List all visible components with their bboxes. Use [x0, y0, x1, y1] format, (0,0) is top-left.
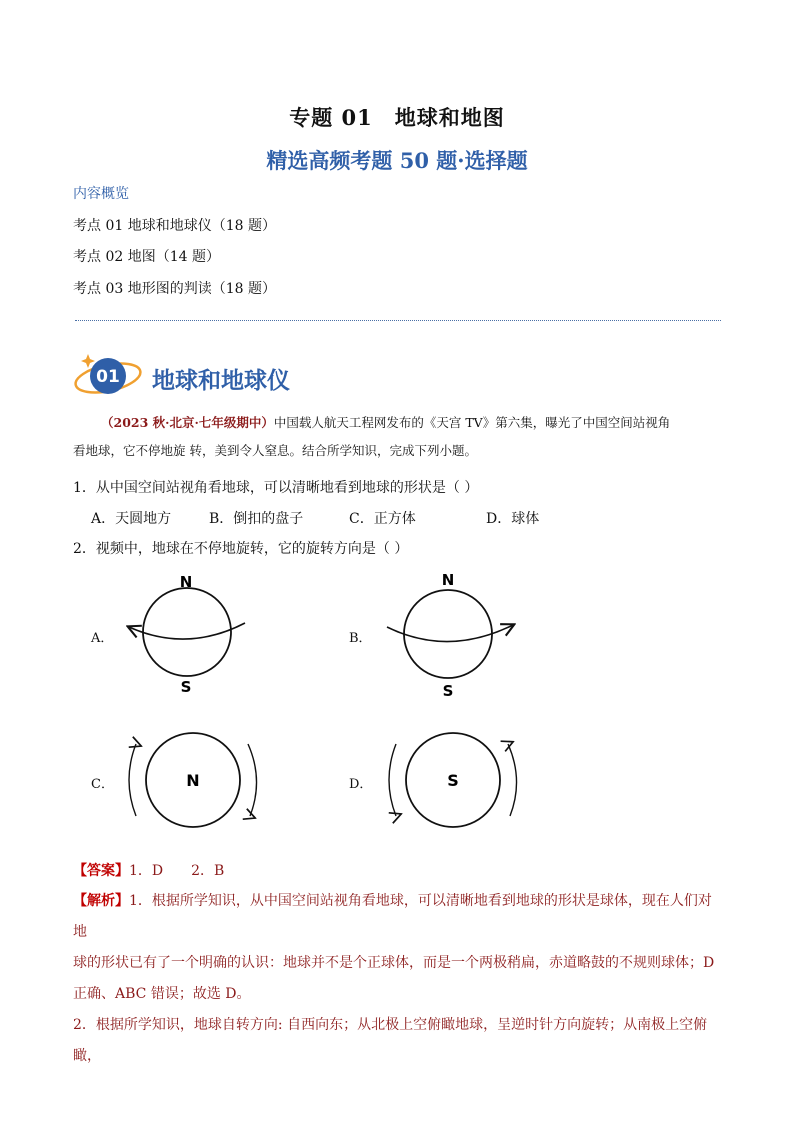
answer-line [73, 860, 224, 880]
overview-topic-2: 考点 02 地图（14 题） [73, 249, 220, 265]
explanation-line-4: 2．根据所学知识，地球自转方向: 自西向东；从北极上空俯瞰地球，呈逆时针方向旋转；从南极上空俯瞰， [73, 1017, 708, 1064]
globe-circle [404, 590, 492, 678]
overview-topic-3: 考点 03 地形图的判读（18 题） [73, 281, 276, 297]
page-subtitle: 精选高频考题 50 题·选择题 [266, 148, 528, 173]
q2-figure-b [375, 565, 525, 705]
q1-option-d[interactable]: D．球体 [486, 511, 540, 527]
intro-line-2: 看地球，它不停地旋 转，美到令人窒息。结合所学知识，完成下列小题。 [73, 443, 477, 458]
overview-topic-1: 考点 01 地球和地球仪（18 题） [73, 218, 276, 234]
question-1-stem: 1．从中国空间站视角看地球，可以清晰地看到地球的形状是（ ） [73, 480, 479, 496]
south-label: S [180, 678, 192, 696]
north-label: N [179, 573, 193, 591]
explanation-line-2: 球的形状已有了一个明确的认识：地球并不是个正球体，而是一个两极稍扁，赤道略鼓的不规则球体；D [73, 955, 715, 971]
divider [75, 320, 721, 321]
intro-line-1: 中国载人航天工程网发布的《天宫 TV》第六集，曝光了中国空间站视角 [273, 415, 671, 430]
intro-source: （2023 秋·北京·七年级期中） [101, 415, 274, 430]
q2-figure-c [118, 730, 268, 830]
q1-option-a[interactable]: A．天圆地方 [91, 511, 172, 527]
rotation-arrow-right [508, 744, 517, 816]
q2-option-b[interactable]: B． [349, 631, 372, 646]
explanation-tag: 【解析】 [73, 893, 129, 909]
q2-option-a[interactable]: A． [91, 631, 114, 646]
rotation-arrow-east [387, 625, 513, 642]
pole-label: S [447, 771, 459, 790]
q1-option-c[interactable]: C．正方体 [349, 511, 416, 527]
q2-option-d[interactable]: D． [349, 777, 373, 792]
south-label: S [442, 682, 454, 700]
page-title: 专题 01 地球和地图 [289, 105, 505, 130]
section-title: 地球和地球仪 [152, 367, 290, 394]
overview-heading: 内容概览 [73, 186, 129, 202]
rotation-arrow-left [129, 744, 136, 816]
answer-text: 1．D 2．B [129, 863, 225, 879]
pole-label: N [186, 771, 200, 790]
rotation-arrow-west [129, 623, 245, 639]
intro-paragraph [73, 409, 723, 465]
globe-circle [143, 588, 231, 676]
explanation-line-3: 正确、ABC 错误；故选 D。 [73, 986, 251, 1002]
q2-figure-d [378, 730, 528, 830]
q2-figure-a [115, 565, 265, 700]
q2-option-c[interactable]: C． [91, 777, 114, 792]
section-badge-icon [70, 348, 150, 404]
rotation-arrow-right [248, 744, 257, 816]
north-label: N [441, 571, 455, 589]
explanation-block [73, 886, 723, 1072]
answer-tag: 【答案】 [73, 863, 129, 879]
rotation-arrow-left [389, 744, 396, 816]
question-2-stem: 2．视频中，地球在不停地旋转，它的旋转方向是（ ） [73, 541, 409, 557]
section-badge-number: 01 [96, 367, 120, 387]
q1-option-b[interactable]: B．倒扣的盘子 [209, 511, 304, 527]
explanation-line-1: 1．根据所学知识，从中国空间站视角看地球，可以清晰地看到地球的形状是球体，现在人们对地 [73, 893, 712, 940]
